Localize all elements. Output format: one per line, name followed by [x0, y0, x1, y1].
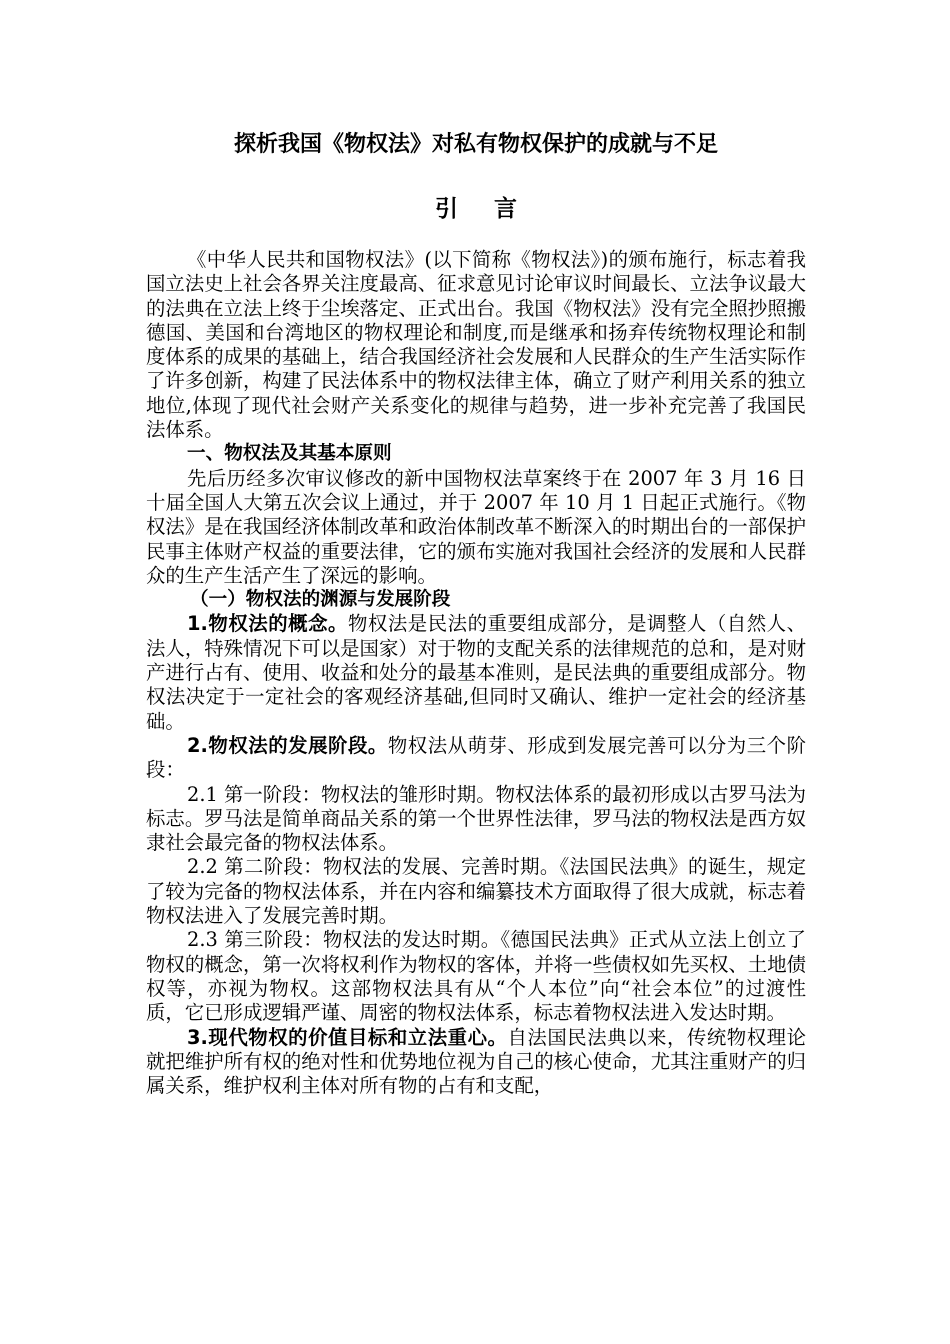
intro-heading	[146, 192, 806, 226]
stage-3-paragraph: 2.3 第三阶段：物权法的发达时期。《德国民法典》正式从立法上创立了物权的概念，第一次将权利作为物权的客体，并将一些债权如先买权、土地债权等，亦视为物权。这部物权法具有从“个人本位”向“社会本位”的过渡性质，它已形成逻辑严谨、周密的物权法体系，标志着物权法进入发达时期。	[146, 928, 806, 1025]
document-page	[146, 128, 806, 1098]
item-3-text: 自法国民法典以来，传统物权理论就把维护所有权的绝对性和优势地位视为自己的核心使命，尤其注重财产的归属关系，维护权利主体对所有物的占有和支配，	[146, 1025, 807, 1098]
item-3-paragraph	[146, 1026, 806, 1099]
section-1-heading: 一、物权法及其基本原则	[187, 443, 392, 465]
section-1-paragraph: 先后历经多次审议修改的新中国物权法草案终于在 2007 年 3 月 16 日十届全国人大第五次会议上通过，并于 2007 年 10 月 1 日起正式施行。《物权法》是在我国经济体制改革和政治体制改革不断深入的时期出台的一部保护民事主体财产权益的重要法律，它的颁布实施对我国社会经济的发展和人民群众的生产生活产生了深远的影响。	[146, 466, 806, 587]
stage-2-paragraph: 2.2 第二阶段：物权法的发展、完善时期。《法国民法典》的诞生，规定了较为完备的物权法体系，并在内容和编纂技术方面取得了很大成就，标志着物权法进入了发展完善时期。	[146, 855, 806, 928]
stage-1-paragraph: 2.1 第一阶段：物权法的雏形时期。物权法体系的最初形成以古罗马法为标志。罗马法是简单商品关系的第一个世界性法律，罗马法的物权法是西方奴隶社会最完备的物权法体系。	[146, 782, 806, 855]
item-3-lead: 3.现代物权的价值目标和立法重心。	[187, 1025, 508, 1049]
item-2-paragraph	[146, 734, 806, 783]
intro-heading-char: 言	[494, 196, 517, 222]
subsection-1-heading: （一）物权法的渊源与发展阶段	[190, 589, 451, 611]
document-title: 探析我国《物权法》对私有物权保护的成就与不足	[233, 132, 718, 157]
item-1-text: 物权法是民法的重要组成部分，是调整人（自然人、法人，特殊情况下可以是国家）对于物的支配关系的法律规范的总和，是对财产进行占有、使用、收益和处分的最基本准则，是民法典的重要组成部分。物权法决定于一定社会的客观经济基础,但同时又确认、维护一定社会的经济基础。	[146, 612, 807, 733]
item-1-lead: 1.物权法的概念。	[187, 612, 348, 636]
intro-heading-char: 引	[435, 196, 458, 222]
item-1-paragraph	[146, 612, 806, 733]
item-2-text: 物权法从萌芽、形成到发展完善可以分为三个阶段：	[146, 733, 807, 782]
item-2-lead: 2.物权法的发展阶段。	[187, 733, 388, 757]
intro-paragraph: 《中华人民共和国物权法》(以下简称《物权法》)的颁布施行，标志着我国立法史上社会各界关注度最高、征求意见讨论审议时间最长、立法争议最大的法典在立法上终于尘埃落定、正式出台。我国《物权法》没有完全照抄照搬德国、美国和台湾地区的物权理论和制度,而是继承和扬弃传统物权理论和制度体系的成果的基础上，结合我国经济社会发展和人民群众的生产生活实际作了许多创新，构建了民法体系中的物权法律主体，确立了财产利用关系的独立地位,体现了现代社会财产关系变化的规律与趋势，进一步补充完善了我国民法体系。	[146, 248, 806, 442]
